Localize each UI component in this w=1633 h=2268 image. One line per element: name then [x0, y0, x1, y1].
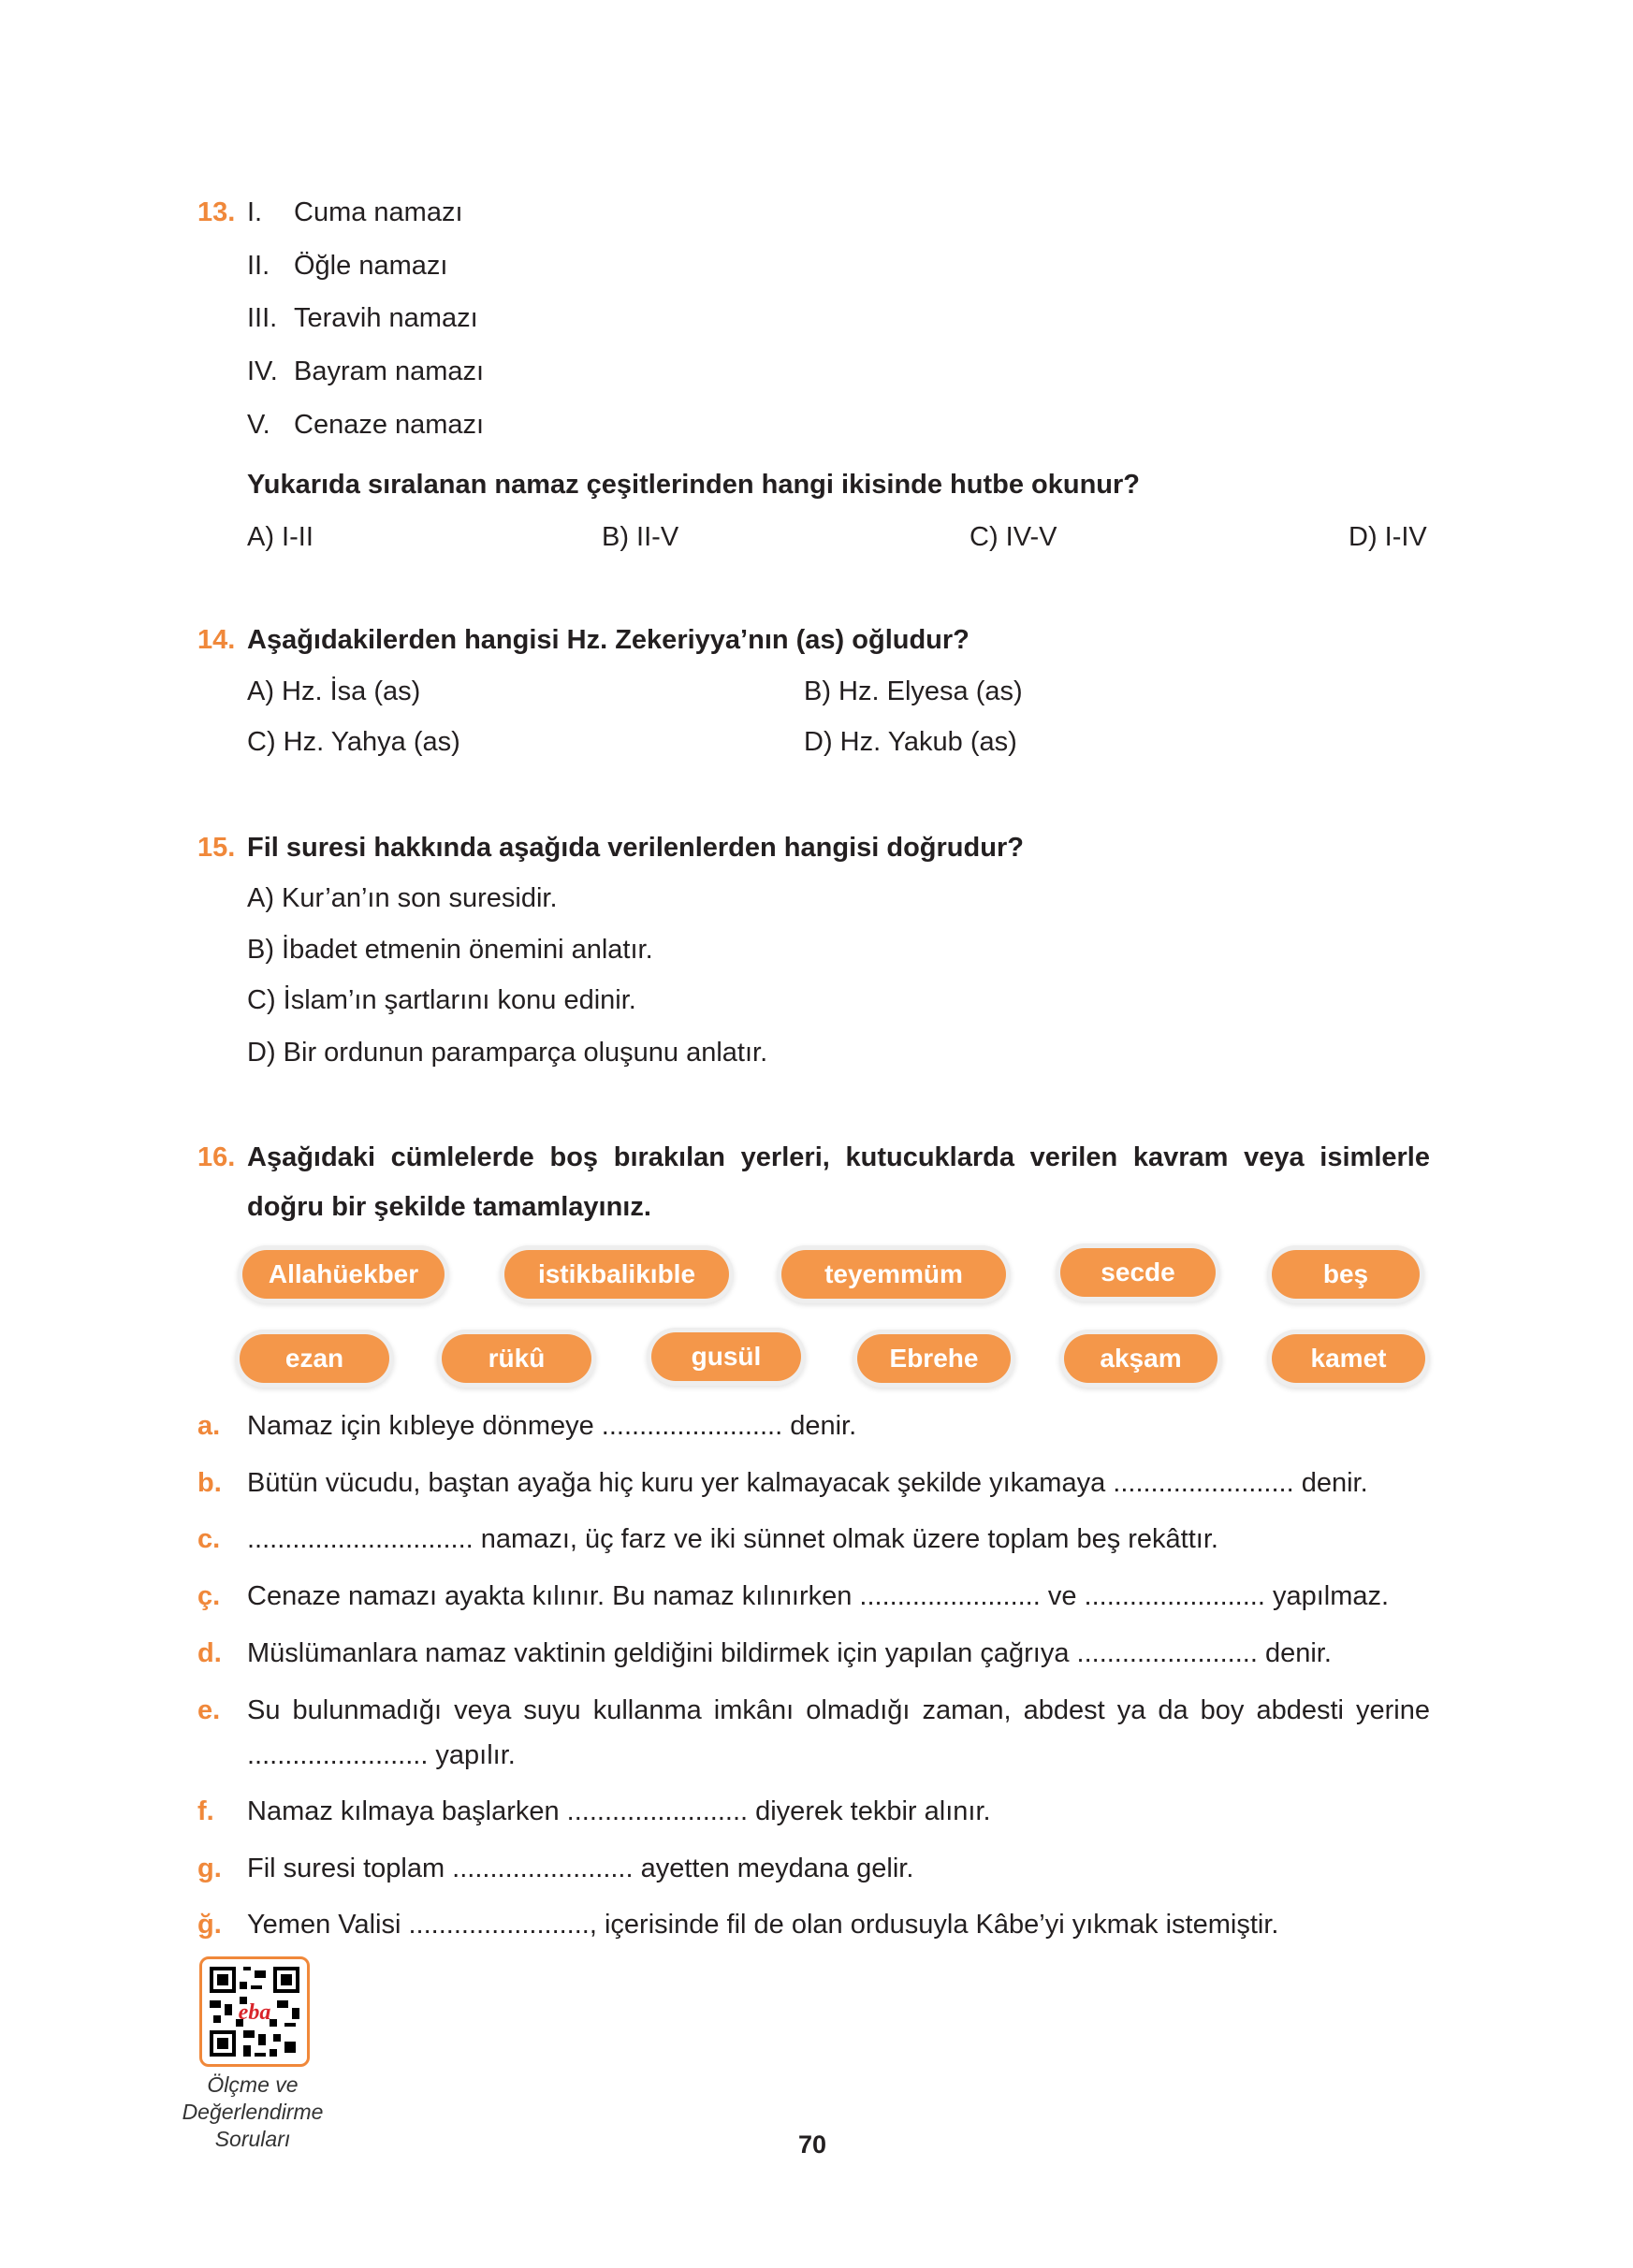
item-text: Cuma namazı — [294, 197, 463, 227]
item-letter-b: b. — [197, 1468, 222, 1498]
item-letter-a: a. — [197, 1411, 221, 1441]
item-text: Öğle namazı — [294, 251, 448, 281]
word-pill: Ebrehe — [857, 1334, 1011, 1383]
fill-item-f: Namaz kılmaya başlarken ........................ diyerek tekbir alınır. — [247, 1796, 991, 1826]
q13-item-2 — [247, 249, 447, 283]
roman: II. — [247, 251, 270, 281]
q14-option-c[interactable]: C) Hz. Yahya (as) — [247, 727, 460, 757]
roman: III. — [247, 303, 278, 333]
q13-item-5 — [247, 408, 484, 442]
item-letter-c: c. — [197, 1524, 221, 1554]
item-letter-gg: ğ. — [197, 1910, 222, 1940]
word-pill: akşam — [1064, 1334, 1217, 1383]
qr-caption-line2: Değerlendirme — [182, 2100, 324, 2124]
q14-option-a[interactable]: A) Hz. İsa (as) — [247, 676, 421, 706]
qr-pattern-icon — [202, 1959, 307, 2064]
q14-option-b[interactable]: B) Hz. Elyesa (as) — [804, 676, 1023, 706]
q13-option-c[interactable]: C) IV-V — [970, 522, 1057, 552]
word-pill: ezan — [240, 1334, 389, 1383]
roman: IV. — [247, 356, 278, 386]
item-text: Cenaze namazı — [294, 410, 485, 440]
item-letter-d: d. — [197, 1638, 222, 1668]
word-pill: Allahüekber — [242, 1250, 445, 1299]
item-text: Bayram namazı — [294, 356, 485, 386]
question-16-number: 16. — [197, 1142, 236, 1172]
q13-item-3 — [247, 301, 478, 335]
qr-caption-line1: Ölçme ve — [207, 2072, 299, 2097]
page-number: 70 — [798, 2130, 827, 2159]
q13-item-1 — [247, 196, 463, 229]
fill-item-e: Su bulunmadığı veya suyu kullanma imkânı olmadığı zaman, abdest ya da boy abdesti yerine — [247, 1695, 1430, 1725]
question-15-number: 15. — [197, 833, 236, 863]
roman: I. — [247, 197, 263, 227]
fill-item-b: Bütün vücudu, baştan ayağa hiç kuru yer kalmayacak şekilde yıkamaya ........................ denir. — [247, 1468, 1368, 1498]
item-letter-f: f. — [197, 1796, 214, 1826]
q13-option-a[interactable]: A) I-II — [247, 522, 313, 552]
q15-option-b[interactable]: B) İbadet etmenin önemini anlatır. — [247, 935, 653, 965]
q15-option-a[interactable]: A) Kur’an’ın son suresidir. — [247, 883, 558, 913]
item-letter-e: e. — [197, 1695, 221, 1725]
word-pill: rükû — [442, 1334, 591, 1383]
q14-option-d[interactable]: D) Hz. Yakub (as) — [804, 727, 1017, 757]
question-14-number: 14. — [197, 625, 236, 655]
item-letter-g: g. — [197, 1854, 222, 1883]
word-pill: teyemmüm — [781, 1250, 1006, 1299]
qr-caption-line3: Soruları — [214, 2127, 291, 2151]
fill-item-cc: Cenaze namazı ayakta kılınır. Bu namaz kılınırken ........................ ve ........................ yapılmaz. — [247, 1581, 1390, 1611]
fill-item-g: Fil suresi toplam ........................ ayetten meydana gelir. — [247, 1854, 914, 1883]
q13-option-b[interactable]: B) II-V — [602, 522, 679, 552]
word-pill: secde — [1060, 1248, 1216, 1297]
fill-item-gg: Yemen Valisi ........................, içerisinde fil de olan ordusuyla Kâbe’yi yıkmak istemiştir. — [247, 1910, 1279, 1940]
q15-question: Fil suresi hakkında aşağıda verilenlerden hangisi doğrudur? — [247, 833, 1024, 863]
qr-code[interactable] — [199, 1956, 310, 2067]
q16-question-line2: doğru bir şekilde tamamlayınız. — [247, 1192, 651, 1222]
q13-item-4 — [247, 355, 484, 388]
fill-item-a: Namaz için kıbleye dönmeye ........................ denir. — [247, 1411, 857, 1441]
q15-option-d[interactable]: D) Bir ordunun paramparça oluşunu anlatır. — [247, 1038, 768, 1068]
word-pill: beş — [1272, 1250, 1420, 1299]
q13-question: Yukarıda sıralanan namaz çeşitlerinden hangi ikisinde hutbe okunur? — [247, 470, 1141, 500]
q13-option-d[interactable]: D) I-IV — [1349, 522, 1427, 552]
q14-question: Aşağıdakilerden hangisi Hz. Zekeriyya’nın (as) oğludur? — [247, 625, 970, 655]
roman: V. — [247, 410, 270, 440]
word-pill: kamet — [1272, 1334, 1425, 1383]
fill-item-c: .............................. namazı, üç farz ve iki sünnet olmak üzere toplam beş rekâttır. — [247, 1524, 1218, 1554]
item-letter-cc: ç. — [197, 1581, 221, 1611]
item-text: Teravih namazı — [294, 303, 478, 333]
question-13-number: 13. — [197, 197, 236, 227]
q15-option-c[interactable]: C) İslam’ın şartlarını konu edinir. — [247, 985, 636, 1015]
word-pill: gusül — [651, 1332, 801, 1381]
fill-item-d: Müslümanlara namaz vaktinin geldiğini bildirmek için yapılan çağrıya ........................ denir. — [247, 1638, 1332, 1668]
q16-question-line1: Aşağıdaki cümlelerde boş bırakılan yerleri, kutucuklarda verilen kavram veya isimlerle — [247, 1142, 1430, 1172]
fill-item-e-line2: ........................ yapılır. — [247, 1740, 516, 1770]
svg-text:eba: eba — [238, 2000, 271, 2025]
word-pill: istikbalikıble — [504, 1250, 729, 1299]
